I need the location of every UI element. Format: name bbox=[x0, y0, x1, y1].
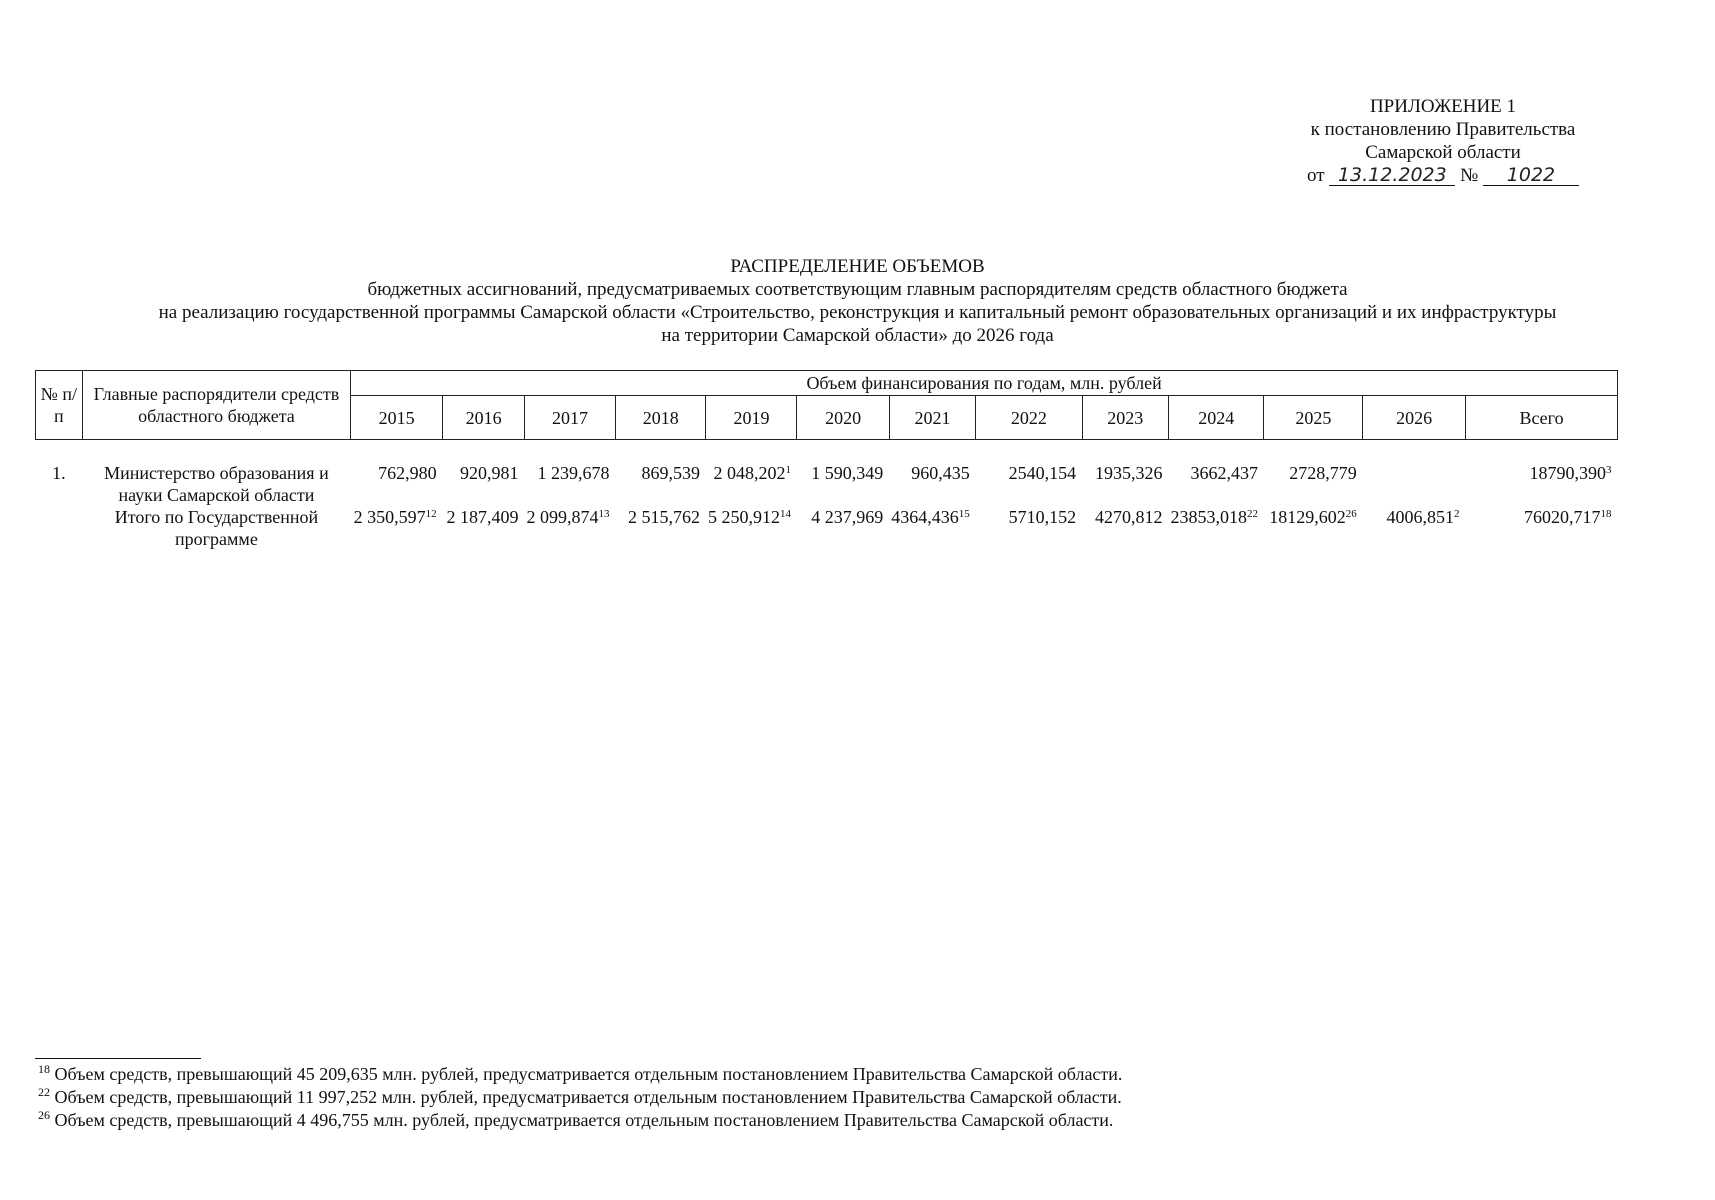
cell-value bbox=[1363, 462, 1466, 506]
footnote bbox=[38, 1109, 1122, 1132]
cell-value: 2 350,597$^{12}$ bbox=[353, 507, 437, 527]
table-row bbox=[36, 462, 1618, 506]
document-heading bbox=[40, 255, 1675, 347]
cell-value: 2 187,409 bbox=[446, 507, 519, 527]
col-header-year: 2017 bbox=[525, 396, 616, 440]
cell-value: 4006,851$^2$ bbox=[1386, 507, 1460, 527]
cell-value: 4364,436$^{15}$ bbox=[891, 507, 970, 527]
footnotes bbox=[38, 1063, 1122, 1132]
footnote-text: Объем средств, превышающий 45 209,635 млн. рублей, предусматривается отдельным постановлением Правительства Самарской области. bbox=[54, 1064, 1123, 1084]
footnote-marker: 18 bbox=[38, 1062, 50, 1076]
col-header-year: 2025 bbox=[1264, 396, 1363, 440]
cell-value: 5710,152 bbox=[1008, 507, 1077, 527]
cell-value: 2 048,202$^1$ bbox=[713, 463, 791, 483]
row-index bbox=[36, 506, 83, 550]
cell-value: 2540,154 bbox=[1008, 463, 1077, 483]
appendix-line-2: Самарской области bbox=[1365, 142, 1521, 163]
cell-value: 1 239,678 bbox=[537, 463, 610, 483]
heading-line-1: бюджетных ассигнований, предусматриваемых соответствующим главным распорядителям средств областного бюджета bbox=[367, 279, 1348, 300]
col-header-total: Всего bbox=[1466, 396, 1618, 440]
cell-value: 3662,437 bbox=[1190, 463, 1258, 483]
heading-line-2: на реализацию государственной программы Самарской области «Строительство, реконструкция и капитальный ремонт образовательных организаций и их инфраструктуры bbox=[158, 302, 1557, 323]
appendix-date-line bbox=[1278, 164, 1608, 187]
cell-value: 23853,018$^{22}$ bbox=[1170, 507, 1258, 527]
appendix-block bbox=[1278, 95, 1608, 187]
spacer-row bbox=[36, 440, 1618, 463]
appendix-title: ПРИЛОЖЕНИЕ 1 bbox=[1369, 96, 1517, 117]
handwritten-date: 13.12.2023 bbox=[1329, 165, 1455, 186]
number-prefix: № bbox=[1460, 165, 1479, 186]
col-header-year: 2016 bbox=[443, 396, 525, 440]
col-header-year: 2023 bbox=[1082, 396, 1168, 440]
col-header-num: № п/п bbox=[36, 371, 83, 440]
col-header-year: 2019 bbox=[706, 396, 797, 440]
footnote-text: Объем средств, превышающий 11 997,252 млн. рублей, предусматривается отдельным постановлением Правительства Самарской области. bbox=[54, 1087, 1122, 1107]
cell-value: 2 099,874$^{13}$ bbox=[526, 507, 610, 527]
cell-value: 920,981 bbox=[460, 463, 519, 483]
col-header-funding-group: Объем финансирования по годам, млн. рублей bbox=[351, 371, 1618, 396]
appendix-line-1: к постановлению Правительства bbox=[1310, 119, 1576, 140]
footnote bbox=[38, 1063, 1122, 1086]
heading-line-3: на территории Самарской области» до 2026 года bbox=[661, 325, 1054, 346]
header-row-group bbox=[36, 371, 1618, 396]
col-header-year: 2015 bbox=[351, 396, 443, 440]
budget-table bbox=[35, 370, 1618, 550]
row-index: 1. bbox=[52, 463, 66, 483]
footnote-divider bbox=[35, 1058, 201, 1059]
col-header-year: 2022 bbox=[976, 396, 1082, 440]
cell-value: 4270,812 bbox=[1094, 507, 1163, 527]
col-header-year: 2018 bbox=[616, 396, 706, 440]
row-name: Министерство образования и науки Самарской области bbox=[104, 463, 329, 505]
cell-value: 5 250,912$^{14}$ bbox=[707, 507, 791, 527]
handwritten-number: 1022 bbox=[1483, 165, 1579, 186]
cell-value: 1935,326 bbox=[1094, 463, 1163, 483]
cell-total: 18790,390$^3$ bbox=[1529, 463, 1612, 483]
date-prefix: от bbox=[1307, 165, 1325, 186]
col-header-year: 2026 bbox=[1363, 396, 1466, 440]
cell-value: 1 590,349 bbox=[811, 463, 884, 483]
cell-value: 960,435 bbox=[911, 463, 970, 483]
heading-title: РАСПРЕДЕЛЕНИЕ ОБЪЕМОВ bbox=[730, 256, 985, 277]
col-header-name: Главные распорядители средств областного бюджета bbox=[82, 371, 351, 440]
footnote-marker: 26 bbox=[38, 1108, 50, 1122]
cell-value: 2728,779 bbox=[1289, 463, 1357, 483]
row-name: Итого по Государственной программе bbox=[114, 507, 319, 549]
col-header-year: 2020 bbox=[797, 396, 889, 440]
col-header-year: 2024 bbox=[1168, 396, 1264, 440]
cell-value: 4 237,969 bbox=[811, 507, 884, 527]
cell-value: 2 515,762 bbox=[627, 507, 700, 527]
footnote bbox=[38, 1086, 1122, 1109]
col-header-year: 2021 bbox=[889, 396, 976, 440]
cell-total: 76020,717$^{18}$ bbox=[1524, 507, 1612, 527]
footnote-text: Объем средств, превышающий 4 496,755 млн. рублей, предусматривается отдельным постановлением Правительства Самарской области. bbox=[54, 1110, 1114, 1130]
cell-value: 869,539 bbox=[641, 463, 700, 483]
table-row-total bbox=[36, 506, 1618, 550]
cell-value: 762,980 bbox=[378, 463, 437, 483]
footnote-marker: 22 bbox=[38, 1085, 50, 1099]
cell-value: 18129,602$^{26}$ bbox=[1269, 507, 1357, 527]
